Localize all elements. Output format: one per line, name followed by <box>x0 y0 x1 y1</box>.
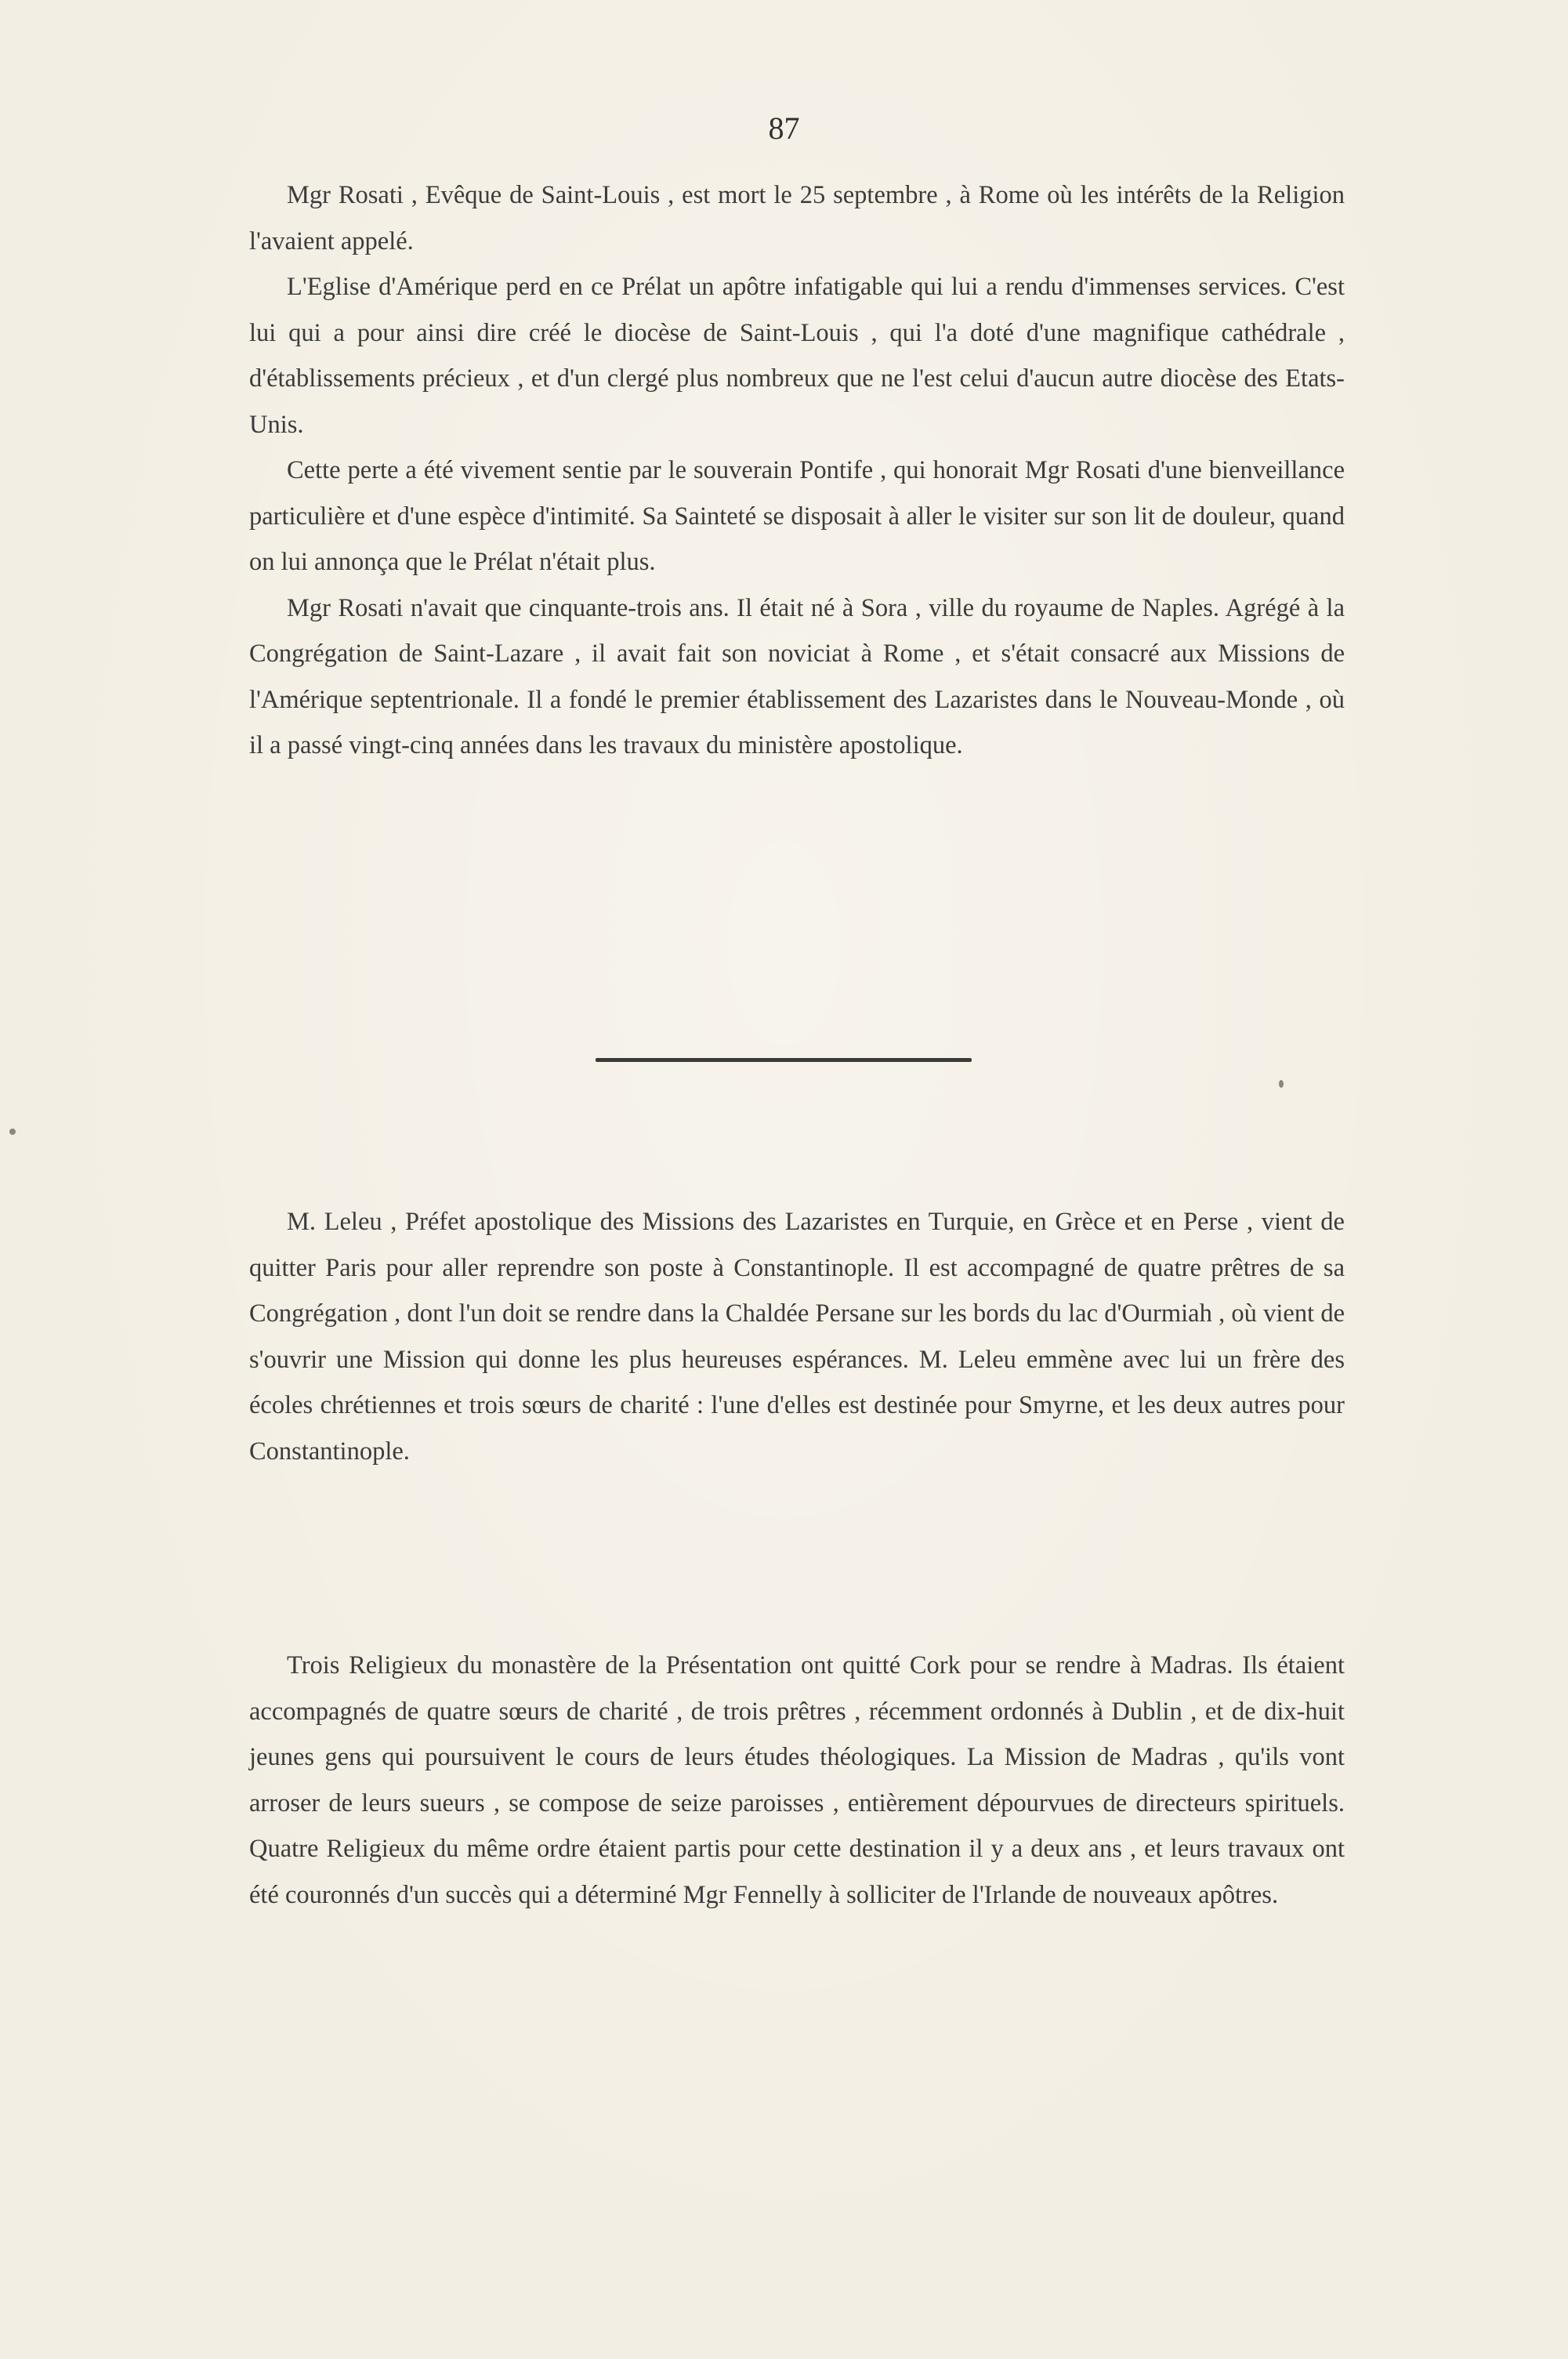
page-number: 87 <box>768 111 800 146</box>
article-leleu-mission <box>249 1199 1345 1474</box>
paragraph: M. Leleu , Préfet apostolique des Missions des Lazaristes en Turquie, en Grèce et en Perse , vient de quitter Paris pour aller reprendre son poste à Constantinople. Il est accompagné de quatre prêtres de sa Congrégation , dont l'un doit se rendre dans la Chaldée Persane sur les bords du lac d'Ourmiah , où vient de s'ouvrir une Mission qui donne les plus heureuses espérances. M. Leleu emmène avec lui un frère des écoles chrétiennes et trois sœurs de charité : l'une d'elles est destinée pour Smyrne, et les deux autres pour Constantinople. <box>249 1208 1345 1466</box>
paper-speck <box>1279 1080 1284 1088</box>
paragraph: Mgr Rosati n'avait que cinquante-trois ans. Il était né à Sora , ville du royaume de Naples. Agrégé à la Congrégation de Saint-Lazare , il avait fait son noviciat à Rome , et s'était consacré aux Missions de l'Amérique septentrionale. Il a fondé le premier établissement des Lazaristes dans le Nouveau-Monde , où il a passé vingt-cinq années dans les travaux du ministère apostolique. <box>249 593 1345 759</box>
paper-speck <box>9 1129 16 1135</box>
paragraph: Cette perte a été vivement sentie par le souverain Pontife , qui honorait Mgr Rosati d'une bienveillance particulière et d'une espèce d'intimité. Sa Sainteté se disposait à aller le visiter sur son lit de douleur, quand on lui annonça que le Prélat n'était plus. <box>249 456 1345 576</box>
article-rosati-obituary <box>249 172 1345 769</box>
article-madras-mission <box>249 1643 1345 1918</box>
paragraph: Mgr Rosati , Evêque de Saint-Louis , est mort le 25 septembre , à Rome où les intérêts de la Religion l'avaient appelé. <box>249 181 1345 255</box>
section-separator-rule <box>596 1058 972 1062</box>
paragraph: L'Eglise d'Amérique perd en ce Prélat un apôtre infatigable qui lui a rendu d'immenses services. C'est lui qui a pour ainsi dire créé le diocèse de Saint-Louis , qui l'a doté d'une magnifique cathédrale , d'établissements précieux , et d'un clergé plus nombreux que ne l'est celui d'aucun autre diocèse des Etats-Unis. <box>249 273 1345 439</box>
paragraph: Trois Religieux du monastère de la Présentation ont quitté Cork pour se rendre à Madras. Ils étaient accompagnés de quatre sœurs de charité , de trois prêtres , récemment ordonnés à Dublin , et de dix-huit jeunes gens qui poursuivent le cours de leurs études théologiques. La Mission de Madras , qu'ils vont arroser de leurs sueurs , se compose de seize paroisses , entièrement dépourvues de directeurs spirituels. Quatre Religieux du même ordre étaient partis pour cette destination il y a deux ans , et leurs travaux ont été couronnés d'un succès qui a déterminé Mgr Fennelly à solliciter de l'Irlande de nouveaux apôtres. <box>249 1651 1345 1909</box>
